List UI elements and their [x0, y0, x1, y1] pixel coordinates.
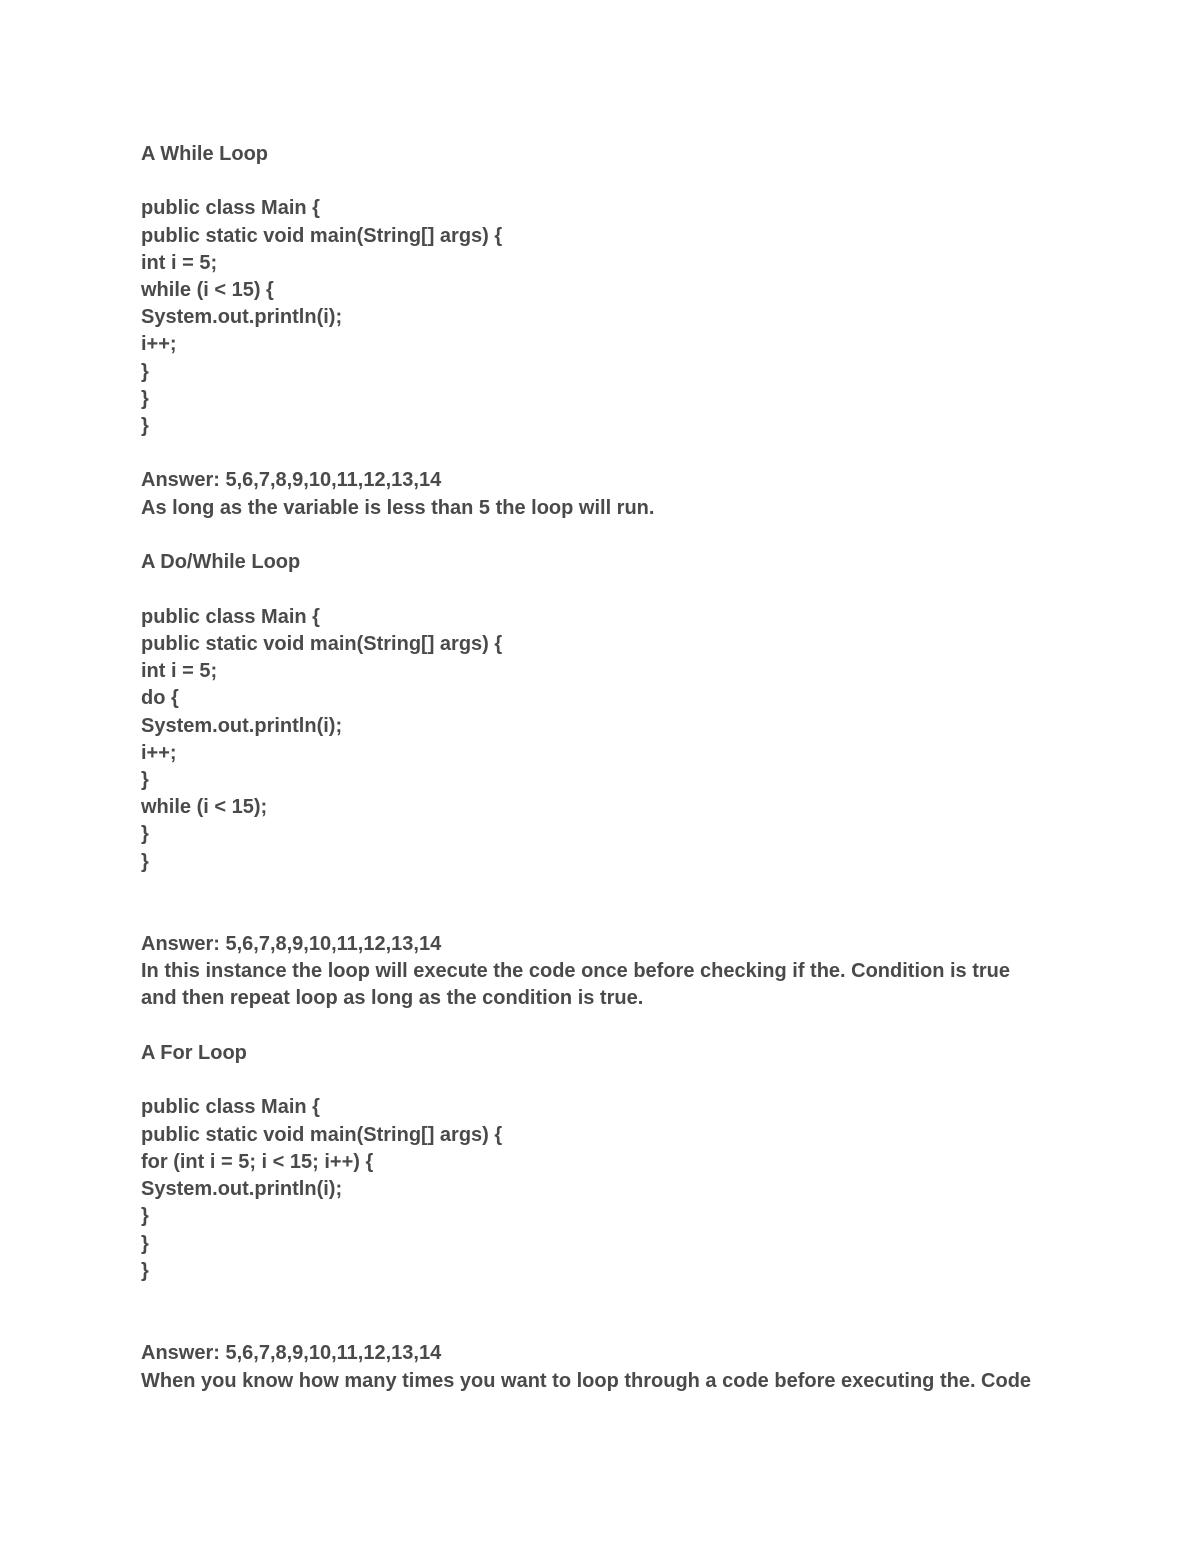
section-title-do-while: A Do/While Loop: [141, 551, 301, 573]
answer-line: Answer: 5,6,7,8,9,10,11,12,13,14: [141, 469, 442, 491]
code-line: public class Main {: [141, 1096, 320, 1118]
code-line: i++;: [141, 742, 177, 764]
code-line: while (i < 15);: [141, 796, 268, 818]
code-line: System.out.println(i);: [141, 715, 343, 737]
code-line: for (int i = 5; i < 15; i++) {: [141, 1151, 374, 1173]
code-line: }: [141, 769, 149, 791]
code-line: }: [141, 1260, 149, 1282]
code-line: System.out.println(i);: [141, 1178, 343, 1200]
explanation-line: When you know how many times you want to loop through a code before executing the. Code: [141, 1370, 1032, 1392]
section-title-for: A For Loop: [141, 1042, 247, 1064]
answer-line: Answer: 5,6,7,8,9,10,11,12,13,14: [141, 933, 442, 955]
explanation-line: and then repeat loop as long as the condition is true.: [141, 987, 644, 1009]
explanation-line: In this instance the loop will execute the code once before checking if the. Condition is true: [141, 960, 1011, 982]
code-line: i++;: [141, 333, 177, 355]
code-line: public class Main {: [141, 606, 320, 628]
code-line: public class Main {: [141, 197, 320, 219]
section-title-while: A While Loop: [141, 143, 269, 165]
code-line: public static void main(String[] args) {: [141, 225, 503, 247]
code-line: public static void main(String[] args) {: [141, 1124, 503, 1146]
code-line: while (i < 15) {: [141, 279, 274, 301]
code-line: public static void main(String[] args) {: [141, 633, 503, 655]
code-line: }: [141, 361, 149, 383]
code-line: }: [141, 851, 149, 873]
code-line: }: [141, 415, 149, 437]
code-line: }: [141, 1205, 149, 1227]
code-line: do {: [141, 687, 179, 709]
explanation-line: As long as the variable is less than 5 the loop will run.: [141, 497, 655, 519]
code-line: }: [141, 1233, 149, 1255]
code-line: int i = 5;: [141, 252, 218, 274]
code-line: }: [141, 388, 149, 410]
code-line: int i = 5;: [141, 660, 218, 682]
code-line: System.out.println(i);: [141, 306, 343, 328]
code-line: }: [141, 823, 149, 845]
answer-line: Answer: 5,6,7,8,9,10,11,12,13,14: [141, 1342, 442, 1364]
